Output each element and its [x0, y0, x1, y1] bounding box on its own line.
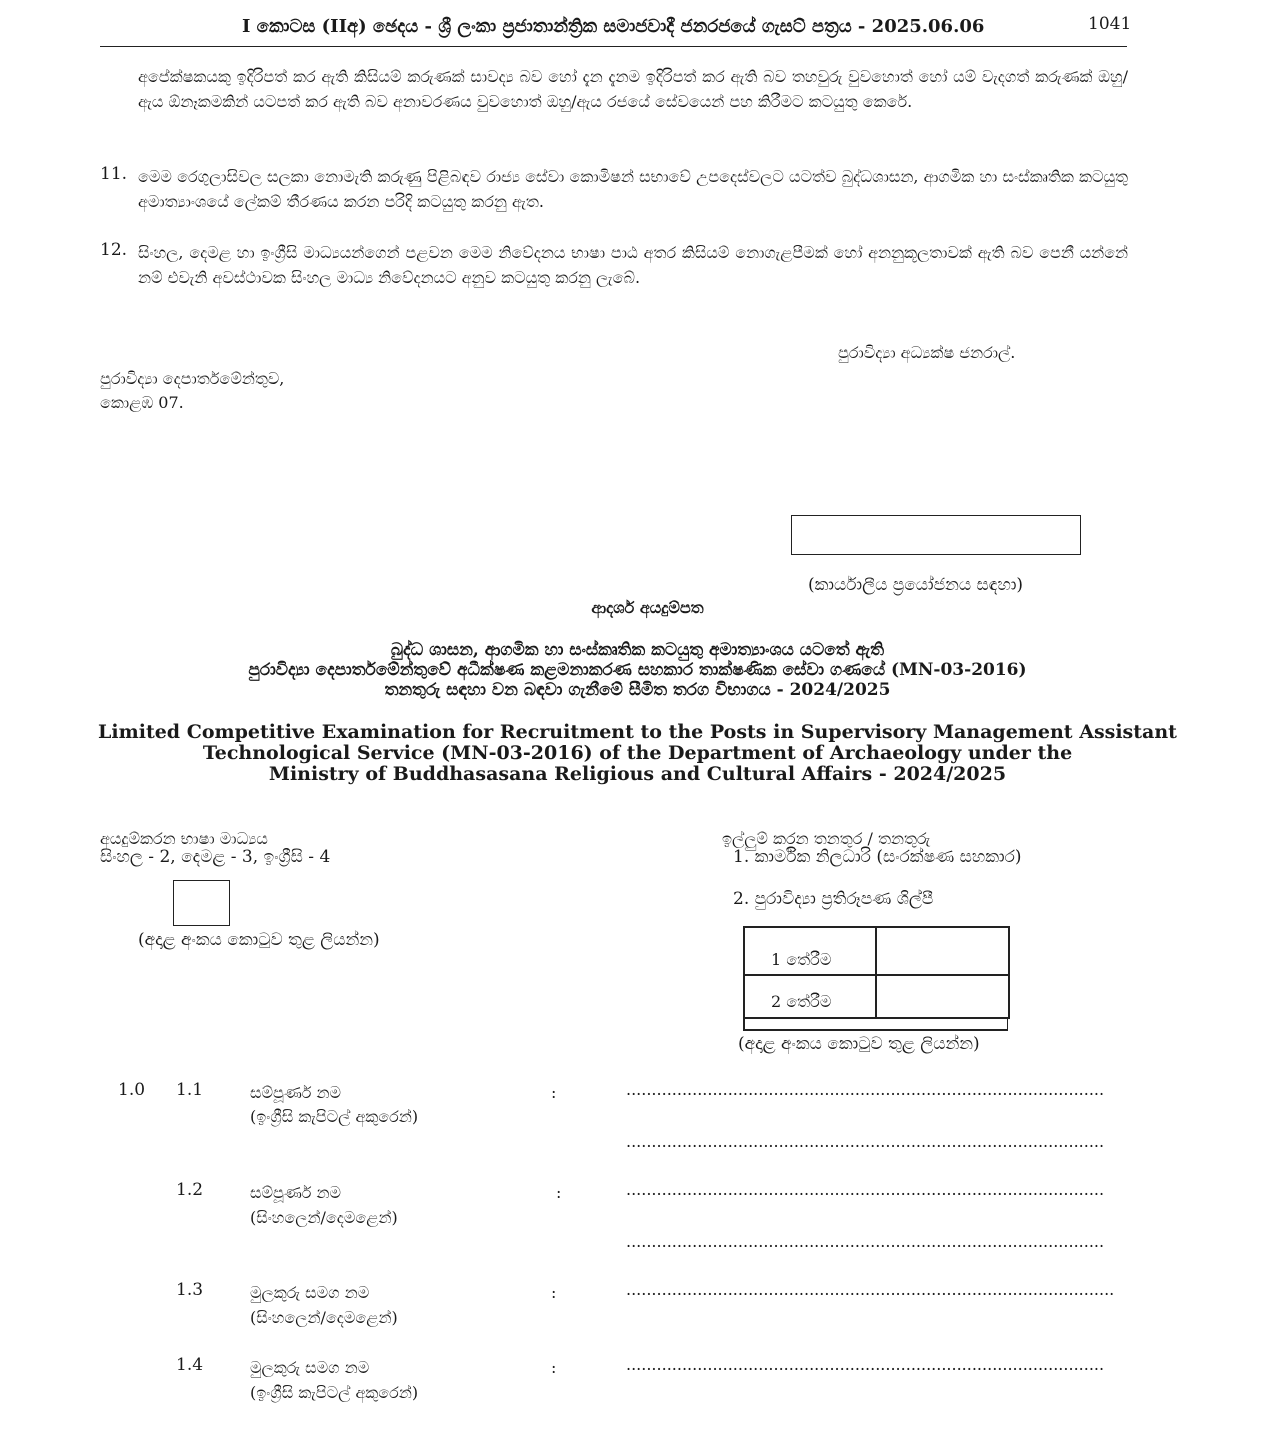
- clause-number: 11.: [100, 164, 128, 184]
- full-name-english-line-1[interactable]: ..............................................................................................: [626, 1080, 1105, 1099]
- field-colon: :: [551, 1358, 557, 1377]
- address-line-1: පුරාවිද්‍යා දෙපාර්තමේන්තුව,: [100, 369, 285, 388]
- clause-text: මෙම රෙගුලාසිවල සලකා නොමැති කරුණු පිළිබඳව රාජ්‍ය සේවා කොමිෂන් සභාවේ උපදෙස්වලට යටත්ව බුද්ධශාසන, ආගමික හා සංස්කෘතික කටයුතු අමාත්‍යාංශයේ ලේකම් තීරණය කරන පරිදි කටයුතු කරනු ඇත.: [138, 167, 1128, 211]
- field-sublabel: (ඉංග්‍රීසි කැපිටල් අකුරෙන්): [250, 1107, 419, 1126]
- field-label: සම්පූර්ණ නම: [250, 1083, 342, 1102]
- full-name-sinhala-line-2[interactable]: ..............................................................................................: [626, 1232, 1105, 1251]
- choice-row-label: 1 තේරීම: [771, 950, 832, 969]
- field-label: මුලකුරු සමග නම: [250, 1358, 370, 1377]
- intro-paragraph: අපේක්ෂකයකු ඉදිරිපත් කර ඇති කිසියම් කරුණක් සාවද්‍ය බව හෝ දැන දැනම ඉදිරිපත් කර ඇති බව තහවුරු වුවහොත් හෝ යම් වැදගත් කරුණක් ඔහු/ඇය ඕනෑකමකින් යටපත් කර ඇති බව අනාවරණය වුවහොත් ඔහු/ඇය රජයේ සේවයෙන් පහ කිරීමට කටයුතු කෙරේ.: [138, 67, 1128, 111]
- language-medium-instruction: (අදාළ අංකය කොටුව තුළ ලියන්න): [138, 930, 380, 950]
- field-colon: :: [551, 1283, 557, 1302]
- language-medium-options: සිංහල - 2, දෙමළ - 3, ඉංග්‍රීසි - 4: [100, 847, 331, 867]
- post-choice-table: [743, 926, 1008, 1030]
- office-use-box[interactable]: [791, 515, 1081, 555]
- full-name-english-line-2[interactable]: ..............................................................................................: [626, 1132, 1105, 1151]
- field-sublabel: (සිංහලෙන්/දෙමළෙන්): [250, 1308, 398, 1327]
- field-label: සම්පූර්ණ නම: [250, 1183, 342, 1202]
- field-number: 1.1: [176, 1080, 204, 1100]
- field-number: 1.4: [176, 1355, 204, 1375]
- form-title: ආදර්ශ අයදුම්පත: [591, 598, 704, 617]
- initials-name-sinhala-line[interactable]: ................................................................................................: [626, 1280, 1115, 1299]
- choice-row-label: 2 තේරීම: [771, 992, 832, 1011]
- post-option-1: 1. කාර්මික නිලධාරි (සංරක්ෂණ සහකාර): [733, 847, 1022, 867]
- header-rule: [100, 46, 1127, 47]
- english-title-line1: Limited Competitive Examination for Recruitment to the Posts in Supervisory Management Assistant: [98, 721, 1177, 743]
- field-number: 1.2: [176, 1180, 204, 1200]
- field-sublabel: (ඉංග්‍රීසි කැපිටල් අකුරෙන්): [250, 1383, 419, 1402]
- choice-2-input[interactable]: [878, 977, 1004, 1016]
- office-use-label: (කාර්යාලීය ප්‍රයෝජනය සඳහා): [808, 575, 1024, 595]
- field-colon: :: [551, 1083, 557, 1102]
- field-label: මුලකුරු සමග නම: [250, 1283, 370, 1302]
- full-name-sinhala-line-1[interactable]: ..............................................................................................: [626, 1180, 1105, 1199]
- posts-instruction: (අදාළ අංකය කොටුව තුළ ලියන්න): [738, 1034, 980, 1054]
- choice-1-input[interactable]: [878, 929, 1004, 973]
- clause-number: 12.: [100, 240, 128, 260]
- page-number: 1041: [1088, 14, 1132, 34]
- section-number: 1.0: [118, 1080, 146, 1100]
- field-number: 1.3: [176, 1280, 204, 1300]
- signatory-designation: පුරාවිද්‍යා අධ්‍යක්ෂ ජනරාල්.: [838, 343, 1016, 362]
- sinhala-title-line3: තනතුරු සඳහා වන බඳවා ගැනීමේ සීමිත තරග විභාගය - 2024/2025: [384, 680, 891, 700]
- clause-text: සිංහල, දෙමළ හා ඉංග්‍රීසි මාධ්‍යයන්ගෙන් පළවන මෙම නිවේදනය භාෂා පාඨ අතර කිසියම් නොගැළපීමක් හෝ අනනුකූලතාවක් ඇති බව පෙනී යන්නේ නම් එවැනි අවස්ථාවක සිංහල මාධ්‍ය නිවේදනයට අනුව කටයුතු කරනු ලැබේ.: [138, 243, 1128, 287]
- posts-label: ඉල්ලුම් කරන තනතුර / තනතුරු: [722, 829, 931, 848]
- english-title-line3: Ministry of Buddhasasana Religious and Cultural Affairs - 2024/2025: [268, 763, 1007, 785]
- post-option-2: 2. පුරාවිද්‍යා ප්‍රතිරූපණ ශිල්පී: [733, 889, 934, 909]
- address-line-2: කොළඹ 07.: [100, 393, 184, 412]
- field-sublabel: (සිංහලෙන්/දෙමළෙන්): [250, 1208, 398, 1227]
- gazette-header-title: I කොටස (IIඅ) ඡෙදය - ශ්‍රී ලංකා ප්‍රජාතාන්ත්‍රික සමාජවාදී ජනරජයේ ගැසට් පත්‍රය - 2025.06.06: [242, 16, 985, 37]
- sinhala-title-line2: පුරාවිද්‍යා දෙපාර්තමේන්තුවේ අධීක්ෂණ කළමනාකරණ සහකාර තාක්ෂණික සේවා ගණයේ (MN-03-2016): [248, 660, 1027, 680]
- initials-name-english-line[interactable]: ..............................................................................................: [626, 1355, 1105, 1374]
- english-title-line2: Technological Service (MN-03-2016) of the Department of Archaeology under the: [202, 742, 1073, 764]
- sinhala-title-line1: බුද්ධ ශාසන, ආගමික හා සංස්කෘතික කටයුතු අමාත්‍යාංශය යටතේ ඇති: [390, 640, 885, 660]
- language-medium-label: අයදුම්කරන භාෂා මාධ්‍යය: [100, 829, 268, 848]
- language-medium-input-box[interactable]: [173, 880, 230, 926]
- field-colon: :: [556, 1183, 562, 1202]
